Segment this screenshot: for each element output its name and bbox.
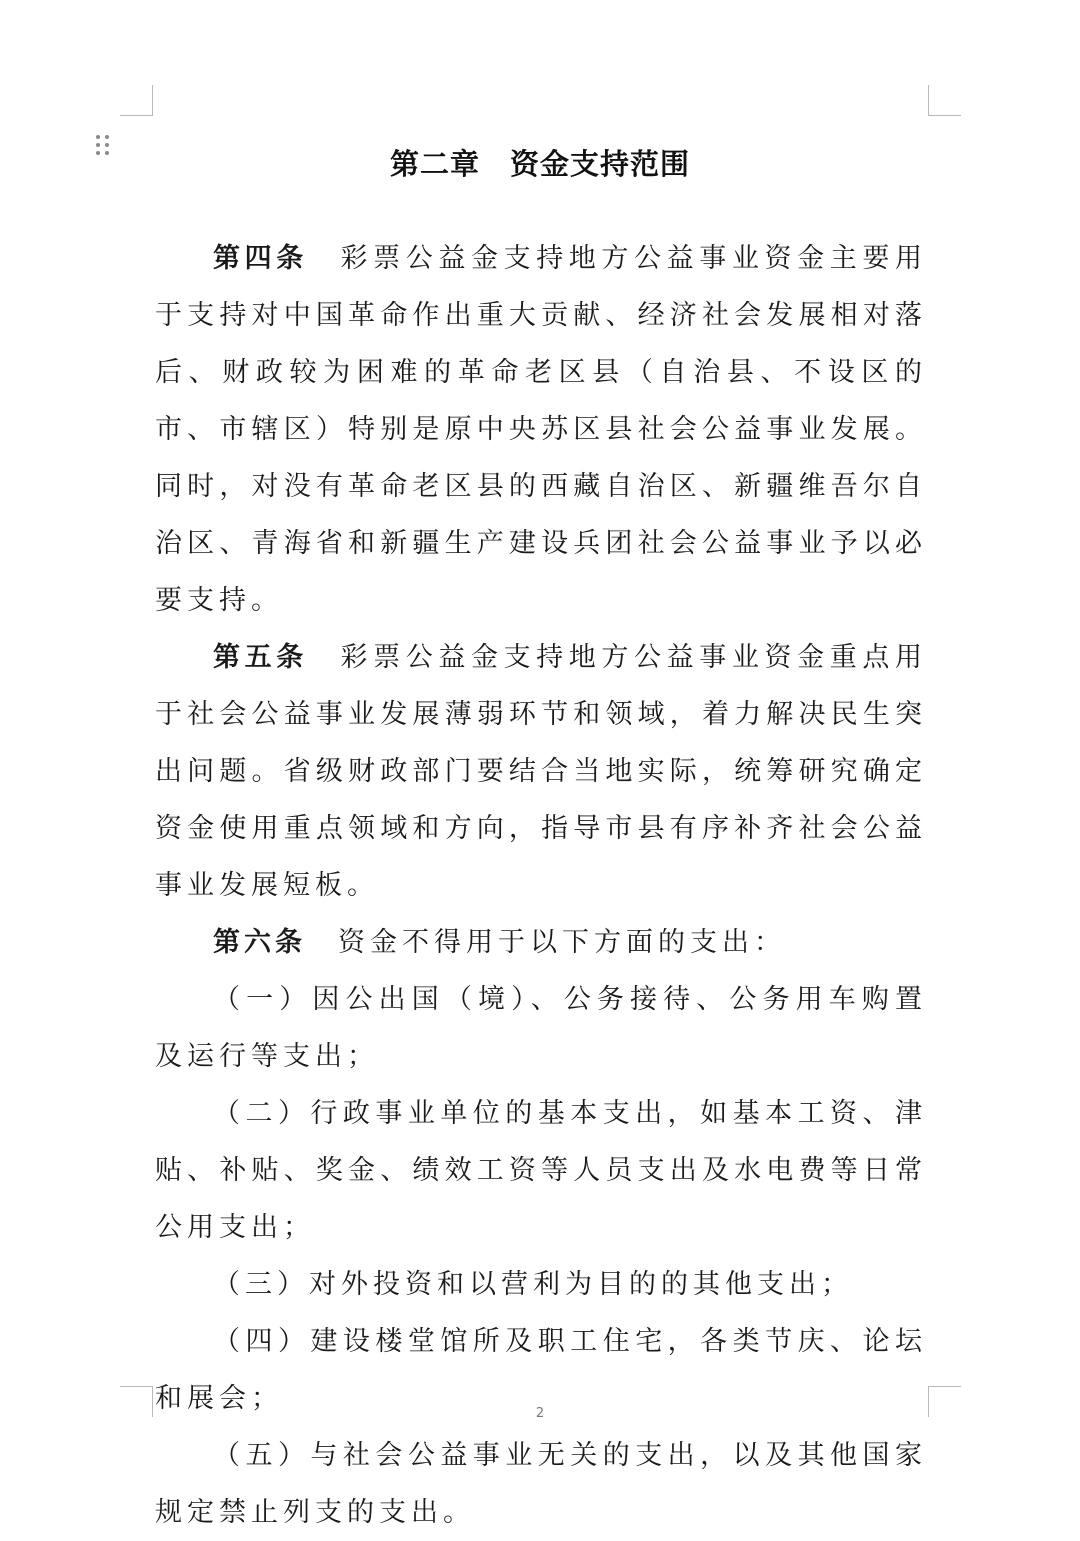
- page-number: 2: [535, 1406, 545, 1421]
- crop-mark-top-right: [928, 85, 961, 116]
- article-4: [155, 230, 927, 629]
- document-body: [155, 230, 927, 1541]
- article-text: 资金不得用于以下方面的支出：: [338, 927, 786, 958]
- article-text: 彩票公益金支持地方公益事业资金重点用于社会公益事业发展薄弱环节和领域，着力解决民生突出问题。省级财政部门要结合当地实际，统筹研究确定资金使用重点领域和方向，指导市县有序补齐社会公益事业发展短板。: [155, 642, 928, 901]
- list-item: （一）因公出国（境）、公务接待、公务用车购置及运行等支出；: [155, 984, 927, 1072]
- chapter-heading: [0, 139, 1080, 189]
- list-item: （四）建设楼堂馆所及职工住宅，各类节庆、论坛和展会；: [155, 1326, 927, 1414]
- article-text: 彩票公益金支持地方公益事业资金主要用于支持对中国革命作出重大贡献、经济社会发展相对落后、财政较为困难的革命老区县（自治县、不设区的市、市辖区）特别是原中央苏区县社会公益事业发展。同时，对没有革命老区县的西藏自治区、新疆维吾尔自治区、青海省和新疆生产建设兵团社会公益事业予以必要支持。: [155, 243, 928, 616]
- chapter-title: 资金支持范围: [510, 147, 691, 182]
- list-item: （二）行政事业单位的基本支出，如基本工资、津贴、补贴、奖金、绩效工资等人员支出及水电费等日常公用支出；: [155, 1098, 927, 1243]
- article-5: [155, 629, 927, 914]
- chapter-number: 第二章: [389, 147, 480, 182]
- article-number: 第五条: [213, 642, 308, 673]
- article-number: 第四条: [213, 243, 308, 274]
- crop-mark-top-left: [120, 85, 153, 116]
- list-item: （三）对外投资和以营利为目的的其他支出；: [213, 1269, 853, 1300]
- article-6: [155, 914, 927, 971]
- article-number: 第六条: [213, 927, 306, 958]
- list-item: （五）与社会公益事业无关的支出，以及其他国家规定禁止列支的支出。: [155, 1440, 927, 1528]
